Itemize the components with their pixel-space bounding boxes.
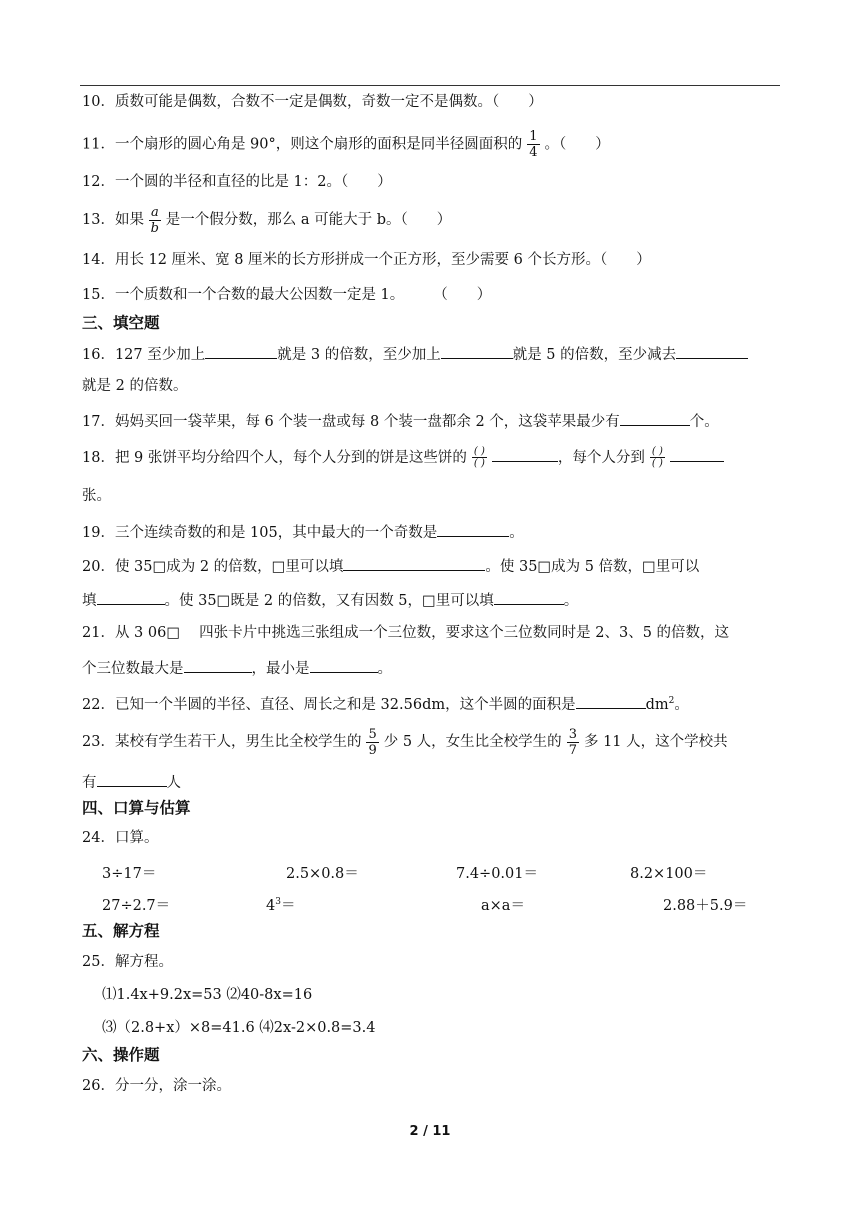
question-16: 16．127 至少加上 就是 3 的倍数，至少加上 就是 5 的倍数，至少减去	[82, 343, 748, 365]
answer-blank[interactable]	[676, 343, 748, 359]
question-12: 12．一个圆的半径和直径的比是 1：2。（ ）	[82, 174, 392, 190]
question-17: 17．妈妈买回一袋苹果，每 6 个装一盘或每 8 个装一盘都余 2 个，这袋苹果最少有 个。	[82, 410, 719, 432]
calc-item: 2.5×0.8＝	[286, 866, 359, 882]
calc-item: a×a＝	[481, 898, 525, 914]
answer-blank[interactable]	[205, 343, 277, 359]
answer-blank[interactable]	[670, 446, 724, 462]
question-14: 14．用长 12 厘米、宽 8 厘米的长方形拼成一个正方形，至少需要 6 个长方形。（ ）	[82, 252, 651, 268]
calc-item: 8.2×100＝	[630, 866, 708, 882]
question-18-cont: 张。	[82, 488, 111, 504]
answer-blank[interactable]	[492, 446, 558, 462]
answer-blank[interactable]	[437, 521, 509, 537]
question-23: 23．某校有学生若干人，男生比全校学生的 $\frac{5}{9}$ 少 5 人，女生比全校学生的 $\frac{3}{7}$ 多 11 人，这个学校共	[82, 726, 728, 758]
question-18: 18．把 9 张饼平均分给四个人，每个人分到的饼是这些饼的 $\frac{( )}{( )}$ ，每个人分到 $\frac{( )}{( )}$	[82, 438, 724, 478]
question-24: 24．口算。	[82, 830, 159, 846]
question-25: 25．解方程。	[82, 954, 173, 970]
answer-blank[interactable]	[184, 657, 252, 673]
fraction-1-4: $\frac{1}{4}$	[529, 129, 538, 160]
question-11	[82, 130, 610, 159]
question-10: 10．质数可能是偶数，合数不一定是偶数，奇数一定不是偶数。（ ）	[82, 94, 543, 110]
answer-blank[interactable]	[310, 657, 378, 673]
equations-row-1: ⑴1.4x+9.2x=53 ⑵40-8x=16	[102, 987, 313, 1003]
section-heading-operations: 六、操作题	[82, 1046, 160, 1064]
answer-blank[interactable]	[576, 693, 646, 709]
question-22: 22．已知一个半圆的半径、直径、周长之和是 32.56dm，这个半圆的面积是 $dm^2$。	[82, 691, 689, 715]
question-26: 26．分一分，涂一涂。	[82, 1078, 231, 1094]
fraction-5-9: $\frac{5}{9}$	[368, 726, 377, 758]
question-19: 19．三个连续奇数的和是 105，其中最大的一个奇数是 。	[82, 521, 524, 543]
page-number: 2 / 11	[409, 1124, 451, 1139]
section-heading-equations: 五、解方程	[82, 922, 160, 940]
calc-item: 27÷2.7＝	[102, 898, 171, 914]
calc-item: 3÷17＝	[102, 866, 157, 882]
calc-item-power: $4^3=$	[266, 897, 296, 914]
question-16-cont: 就是 2 的倍数。	[82, 378, 188, 394]
question-15: 15．一个质数和一个合数的最大公因数一定是 1。 （ ）	[82, 287, 492, 303]
fraction-a-b: $\frac{a}{b}$	[150, 204, 159, 236]
calc-item: 2.88＋5.9＝	[663, 898, 748, 914]
answer-blank[interactable]	[97, 771, 167, 787]
question-13: 13．如果 $\frac{a}{b}$ 是一个假分数，那么 a 可能大于 b。（ ）	[82, 204, 452, 236]
answer-blank[interactable]	[620, 410, 690, 426]
question-21: 21．从 3 06□ 四张卡片中挑选三张组成一个三位数，要求这个三位数同时是 2、3、5 的倍数，这	[82, 625, 730, 641]
answer-blank[interactable]	[494, 589, 564, 605]
answer-blank[interactable]	[441, 343, 513, 359]
q11-paren: 。（ ）	[544, 136, 610, 153]
section-heading-fill-in: 三、填空题	[82, 314, 160, 332]
answer-blank[interactable]	[343, 555, 485, 571]
fraction-3-7: $\frac{3}{7}$	[568, 726, 577, 758]
equations-row-2: ⑶（2.8+x）×8=41.6 ⑷2x-2×0.8=3.4	[102, 1020, 376, 1036]
header-rule	[80, 85, 780, 86]
q11-text: 11．一个扇形的圆心角是 90°，则这个扇形的面积是同半径圆面积的	[82, 136, 523, 153]
question-20: 20．使 35□成为 2 的倍数，□里可以填 。使 35□成为 5 倍数，□里可以	[82, 555, 699, 577]
fraction-blank: $\frac{( )}{( )}$	[473, 446, 485, 469]
fraction-blank: $\frac{( )}{( )}$	[651, 446, 663, 469]
question-23-cont: 有 人	[82, 771, 181, 793]
question-20-cont: 填 。使 35□既是 2 的倍数，又有因数 5，□里可以填 。	[82, 589, 578, 611]
calc-item: 7.4÷0.01＝	[456, 866, 538, 882]
question-21-cont: 个三位数最大是 ，最小是 。	[82, 657, 392, 679]
section-heading-mental-math: 四、口算与估算	[82, 799, 191, 817]
answer-blank[interactable]	[97, 589, 165, 605]
